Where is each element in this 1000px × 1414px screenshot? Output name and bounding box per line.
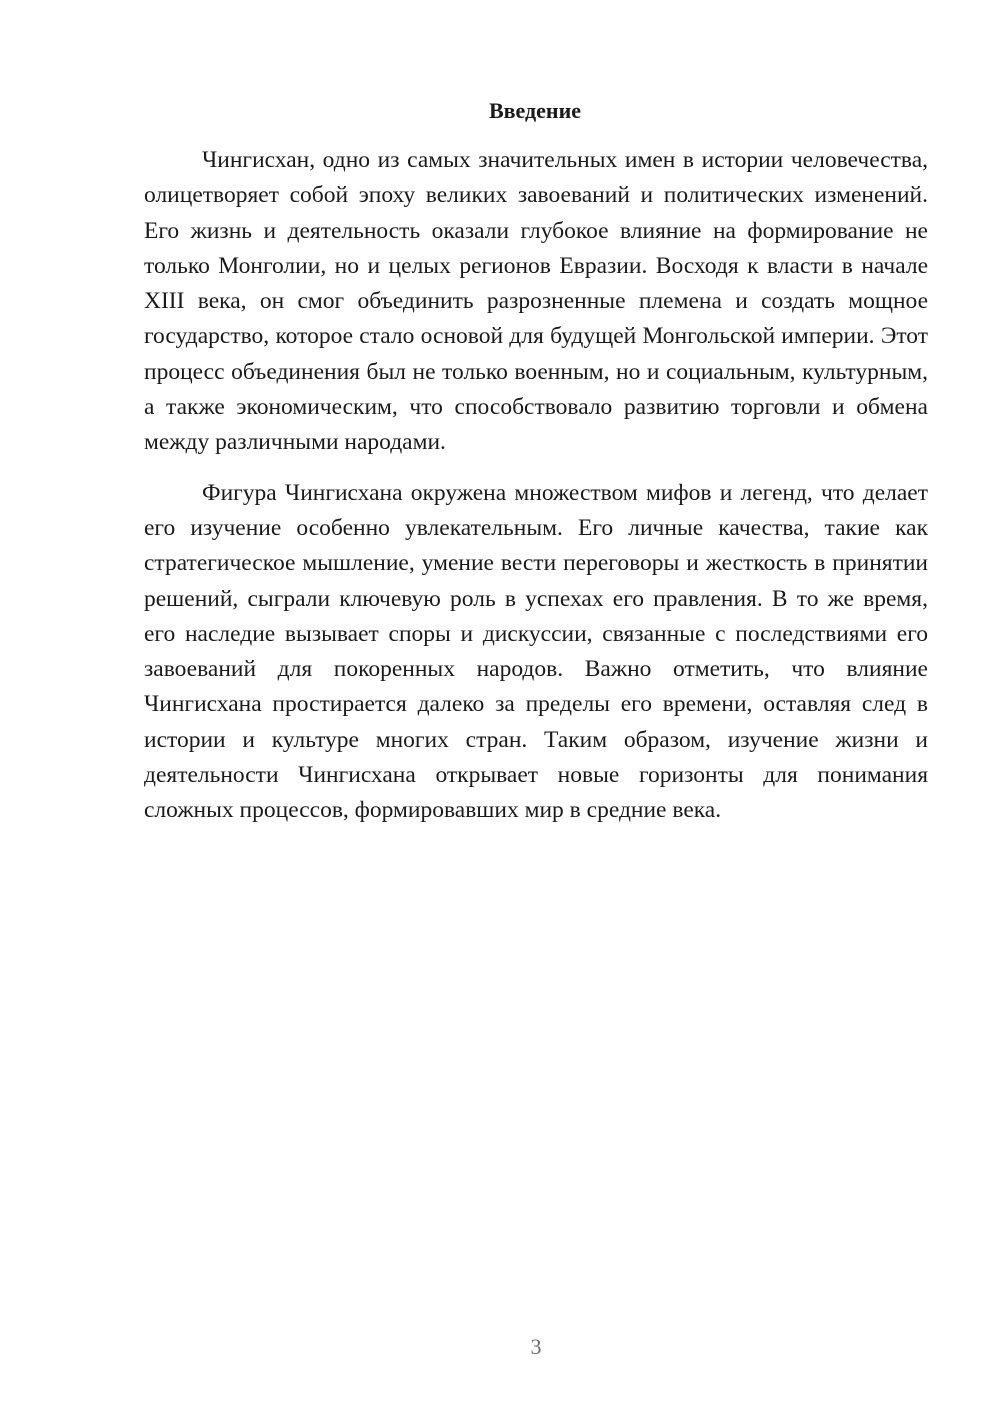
section-heading: Введение xyxy=(488,98,582,123)
page-number: 3 xyxy=(530,1334,542,1359)
paragraph-legacy: Фигура Чингисхана окружена множеством мифов и легенд, что делает его изучение особенно увлекательным. Его личные качества, такие как стратегическое мышление, умение вести переговоры и жесткость в принятии решений, сыграли ключевую роль в успехах его правления. В то же время, его наследие вызывает споры и дискуссии, связанные с последствиями его завоеваний для покоренных народов. Важно отметить, что влияние Чингисхана простирается далеко за пределы его времени, оставляя след в истории и культуре многих стран. Таким образом, изучение жизни и деятельности Чингисхана открывает новые горизонты для понимания сложных процессов, формировавших мир в средние века. xyxy=(144,479,928,824)
paragraph-intro: Чингисхан, одно из самых значительных имен в истории человечества, олицетворяет собой эпоху великих завоеваний и политических изменений. Его жизнь и деятельность оказали глубокое влияние на формирование не только Монголии, но и целых регионов Евразии. Восходя к власти в начале XIII века, он смог объединить разрозненные племена и создать мощное государство, которое стало основой для будущей Монгольской империи. Этот процесс объединения был не только военным, но и социальным, культурным, а также экономическим, что способствовало развитию торговли и обмена между различными народами. xyxy=(144,147,928,456)
body-text xyxy=(144,143,928,829)
